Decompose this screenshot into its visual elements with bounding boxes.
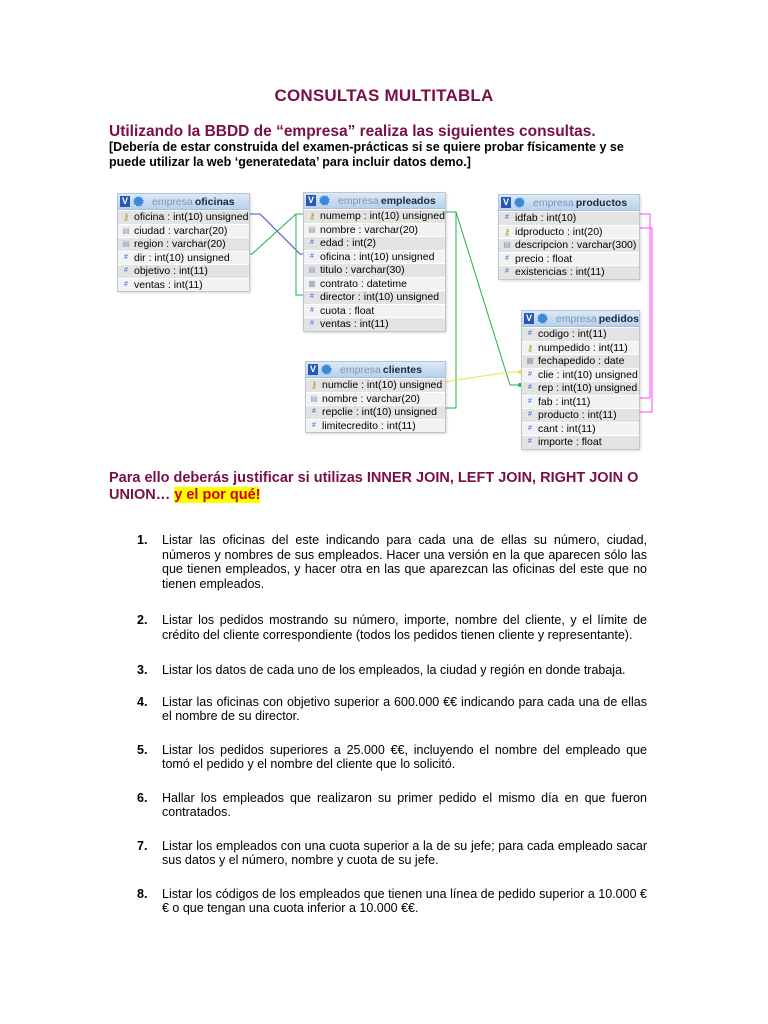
field-row[interactable]: # clie : int(10) unsigned bbox=[522, 368, 639, 382]
field-row[interactable]: # existencias : int(11) bbox=[499, 265, 639, 279]
numeric-icon: # bbox=[310, 239, 314, 246]
field-row[interactable]: # rep : int(10) unsigned bbox=[522, 381, 639, 395]
field-row[interactable]: # repclie : int(10) unsigned bbox=[306, 405, 445, 419]
key-icon: ⚷ bbox=[310, 380, 318, 390]
field-row[interactable]: ▦ contrato : datetime bbox=[304, 277, 445, 291]
numeric-icon: # bbox=[528, 397, 532, 405]
calendar-icon: ▦ bbox=[308, 278, 316, 288]
field-row[interactable]: # cant : int(11) bbox=[522, 422, 639, 436]
field-row[interactable]: ▤ region : varchar(20) bbox=[118, 237, 249, 251]
numeric-icon: # bbox=[124, 253, 128, 261]
field-row[interactable]: # precio : float bbox=[499, 252, 639, 266]
field-row[interactable]: # importe : float bbox=[522, 435, 639, 449]
table-name: productos bbox=[575, 196, 628, 209]
table-pedidos[interactable]: V empresa pedidos # codigo : int(11) ⚷ numpedido : int(11) ▦ fechapedido : date # clie : int(10) unsigned # rep : int(10) unsigned # fab : int(11) # producto : int(11) # cant : int(11) # importe : float bbox=[521, 310, 640, 450]
field-row[interactable]: ▤ ciudad : varchar(20) bbox=[118, 224, 249, 238]
field-row[interactable]: # ventas : int(11) bbox=[118, 278, 249, 292]
field-row[interactable]: # codigo : int(11) bbox=[522, 327, 639, 341]
field-row[interactable]: # fab : int(11) bbox=[522, 395, 639, 409]
field-icon: ▤ bbox=[310, 393, 318, 403]
key-icon: ⚷ bbox=[526, 342, 534, 353]
note: [Debería de estar construida del examen-prácticas si se quiere probar físicamente y se puede utilizar la web ‘generatedata’ para incluir datos demo.] bbox=[109, 140, 624, 169]
page-title: CONSULTAS MULTITABLA bbox=[274, 86, 494, 105]
table-name: pedidos bbox=[598, 312, 639, 325]
key-icon: ⚷ bbox=[308, 211, 316, 221]
field-row[interactable]: ⚷ idproducto : int(20) bbox=[499, 225, 639, 239]
view-icon[interactable]: V bbox=[525, 313, 532, 323]
numeric-icon: # bbox=[528, 370, 532, 378]
view-icon[interactable]: V bbox=[307, 195, 314, 205]
table-productos[interactable]: V empresa productos # idfab : int(10) ⚷ idproducto : int(20) ▤ descripcion : varchar(300) # precio : float # existencias : int(11) bbox=[498, 194, 640, 280]
table-oficinas[interactable]: V empresa oficinas ⚷ oficina : int(10) unsigned ▤ ciudad : varchar(20) ▤ region : varchar(20) # dir : int(10) unsigned # objetivo : int(11) # ventas : int(11) bbox=[117, 193, 250, 292]
gear-icon[interactable] bbox=[321, 364, 332, 375]
table-clientes[interactable]: V empresa clientes ⚷ numclie : int(10) unsigned ▤ nombre : varchar(20) # repclie : int(10) unsigned # limitecredito : int(11) bbox=[305, 361, 446, 433]
numeric-icon: # bbox=[528, 411, 532, 418]
numeric-icon: # bbox=[505, 268, 509, 275]
table-name: oficinas bbox=[194, 195, 235, 208]
list-item: 3. Listar los datos de cada uno de los empleados, la ciudad y región en donde trabaja. bbox=[137, 663, 626, 677]
numeric-icon: # bbox=[310, 293, 314, 300]
field-row[interactable]: ⚷ numemp : int(10) unsigned bbox=[304, 209, 445, 223]
numeric-icon: # bbox=[528, 424, 532, 432]
field-row[interactable]: # limitecredito : int(11) bbox=[306, 419, 445, 433]
key-icon: ⚷ bbox=[122, 212, 130, 222]
highlight-text: y el por qué! bbox=[174, 487, 261, 503]
numeric-icon: # bbox=[310, 306, 314, 314]
field-row[interactable]: ⚷ numpedido : int(11) bbox=[522, 341, 639, 355]
numeric-icon: # bbox=[124, 267, 128, 274]
field-row[interactable]: # producto : int(11) bbox=[522, 408, 639, 422]
table-name: empleados bbox=[380, 194, 436, 207]
field-row[interactable]: ▤ nombre : varchar(20) bbox=[304, 223, 445, 237]
numeric-icon: # bbox=[528, 384, 532, 391]
field-row[interactable]: # oficina : int(10) unsigned bbox=[304, 250, 445, 264]
field-row[interactable]: # idfab : int(10) bbox=[499, 211, 639, 225]
table-empleados[interactable]: V empresa empleados ⚷ numemp : int(10) unsigned ▤ nombre : varchar(20) # edad : int(2) # oficina : int(10) unsigned ▤ titulo : varchar(30) ▦ contrato : datetime # director : int(10) unsigned # cuota : float # ventas : int(11) bbox=[303, 192, 446, 332]
gear-icon[interactable] bbox=[133, 196, 144, 207]
gear-icon[interactable] bbox=[319, 195, 330, 206]
field-row[interactable]: ▤ descripcion : varchar(300) bbox=[499, 238, 639, 252]
list-item: 8. Listar los códigos de los empleados que tienen una línea de pedido superior a 10.000 €€ o que tengan una cuota inferior a 10.000 €€. bbox=[137, 886, 647, 915]
field-icon: ▤ bbox=[503, 240, 511, 249]
field-icon: ▤ bbox=[122, 225, 130, 235]
numeric-icon: # bbox=[312, 408, 316, 415]
list-item: 1. Listar las oficinas del este indicando para cada una de ellas su número, ciudad, números y nombres de sus empleados. Hacer una versión en la que aparecen sólo las que tienen empleados, y hacer otra en las que aparezcan las oficinas del este que no tienen empleados. bbox=[137, 533, 647, 591]
numeric-icon: # bbox=[505, 214, 509, 221]
question-list bbox=[137, 533, 647, 916]
field-row[interactable]: ⚷ oficina : int(10) unsigned bbox=[118, 210, 249, 224]
numeric-icon: # bbox=[505, 254, 509, 262]
field-row[interactable]: ▦ fechapedido : date bbox=[522, 354, 639, 368]
list-item: 2. Listar los pedidos mostrando su número, importe, nombre del cliente, y el límite de crédito del cliente correspondiente (todos los pedidos tienen cliente y representante). bbox=[137, 613, 647, 642]
gear-icon[interactable] bbox=[514, 197, 525, 208]
list-item: 4. Listar las oficinas con objetivo superior a 600.000 €€ indicando para cada una de ellas el nombre de su director. bbox=[137, 694, 647, 723]
field-icon: ▤ bbox=[308, 265, 316, 274]
field-row[interactable]: # objetivo : int(11) bbox=[118, 264, 249, 278]
field-row[interactable]: ⚷ numclie : int(10) unsigned bbox=[306, 378, 445, 392]
numeric-icon: # bbox=[528, 330, 532, 337]
numeric-icon: # bbox=[312, 421, 316, 429]
table-name: clientes bbox=[382, 363, 422, 376]
list-item: 7. Listar los empleados con una cuota superior a la de su jefe; para cada empleado sacar sus datos y el número, nombre y cuota de su jefe. bbox=[137, 838, 647, 867]
field-row[interactable]: ▤ nombre : varchar(20) bbox=[306, 392, 445, 406]
numeric-icon: # bbox=[310, 320, 314, 327]
view-icon[interactable]: V bbox=[121, 196, 128, 206]
field-row[interactable]: # edad : int(2) bbox=[304, 236, 445, 250]
calendar-icon: ▦ bbox=[526, 356, 534, 365]
gear-icon[interactable] bbox=[537, 313, 548, 324]
field-row[interactable]: ▤ titulo : varchar(30) bbox=[304, 263, 445, 277]
view-icon[interactable]: V bbox=[309, 364, 316, 374]
join-instruction: Para ello deberás justificar si utilizas INNER JOIN, LEFT JOIN, RIGHT JOIN O UNION… y el por qué! bbox=[109, 470, 639, 503]
field-row[interactable]: # cuota : float bbox=[304, 304, 445, 318]
field-icon: ▤ bbox=[122, 239, 130, 248]
view-icon[interactable]: V bbox=[502, 197, 509, 207]
list-item: 6. Hallar los empleados que realizaron su primer pedido el mismo día en que fueron contratados. bbox=[137, 790, 647, 819]
field-row[interactable]: # director : int(10) unsigned bbox=[304, 290, 445, 304]
field-row[interactable]: # dir : int(10) unsigned bbox=[118, 251, 249, 265]
numeric-icon: # bbox=[310, 252, 314, 260]
numeric-icon: # bbox=[528, 438, 532, 445]
field-icon: ▤ bbox=[308, 224, 316, 234]
numeric-icon: # bbox=[124, 280, 128, 288]
field-row[interactable]: # ventas : int(11) bbox=[304, 317, 445, 331]
subtitle: Utilizando la BBDD de “empresa” realiza las siguientes consultas. bbox=[109, 123, 596, 140]
key-icon: ⚷ bbox=[503, 226, 511, 237]
er-diagram bbox=[110, 188, 655, 448]
list-item: 5. Listar los pedidos superiores a 25.000 €€, incluyendo el nombre del empleado que tomó el pedido y el nombre del cliente que lo solicitó. bbox=[137, 742, 647, 771]
